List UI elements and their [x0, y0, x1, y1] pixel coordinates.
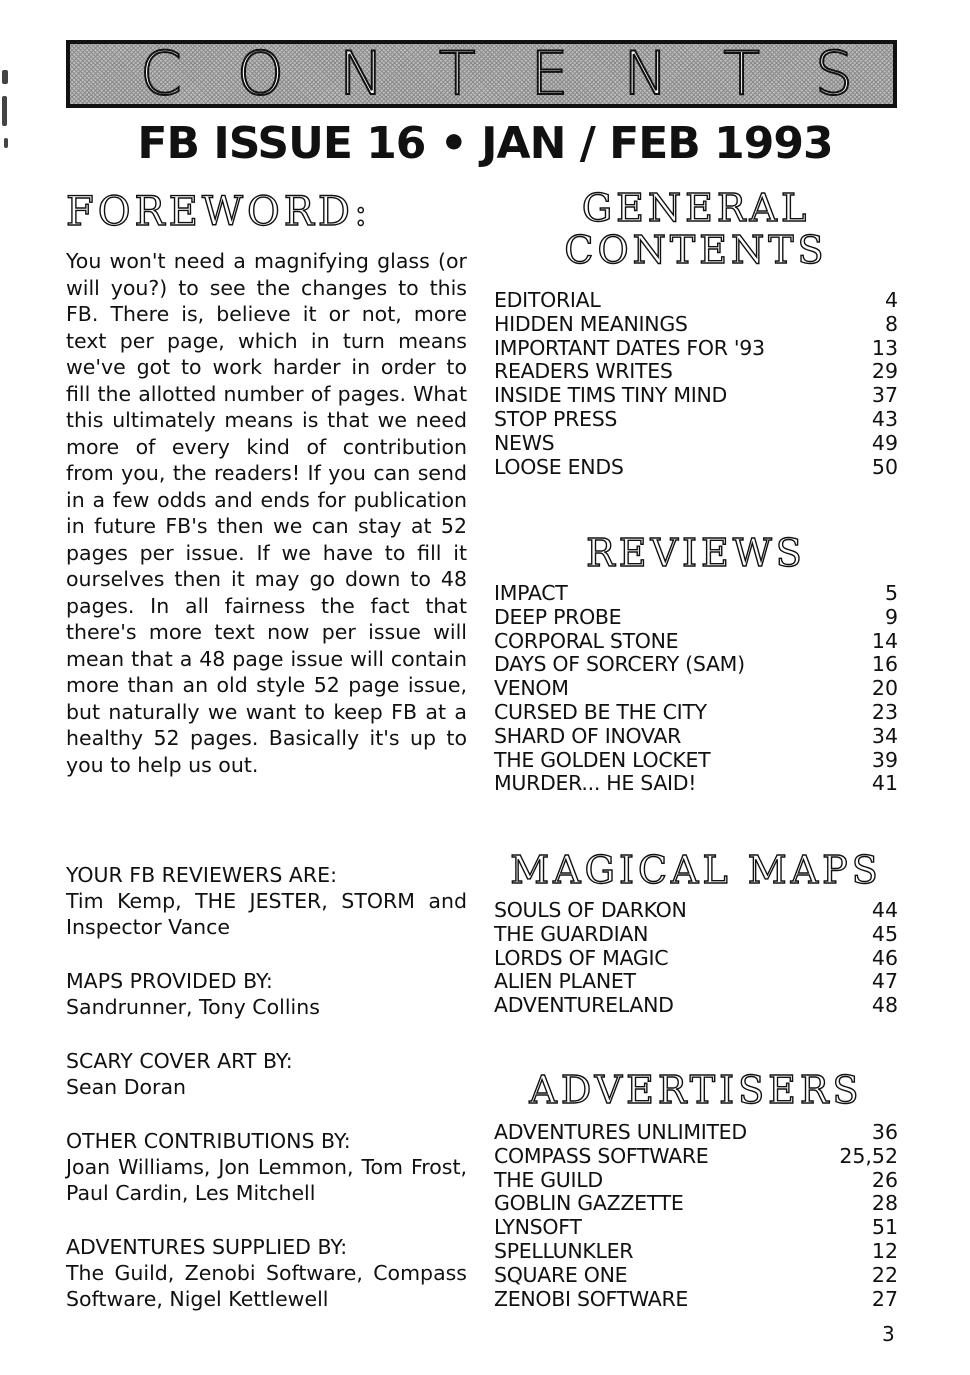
item-title: CORPORAL STONE [494, 628, 679, 653]
item-title: SOULS OF DARKON [494, 898, 687, 922]
maps-heading: MAGICAL MAPS [510, 848, 882, 892]
list-item [494, 384, 898, 408]
item-title: EDITORIAL [494, 288, 601, 312]
list-item [494, 725, 898, 749]
credits-block [66, 862, 467, 1340]
credit-label: OTHER CONTRIBUTIONS BY: [66, 1129, 351, 1153]
list-item [494, 1216, 898, 1240]
credit-label: ADVENTURES SUPPLIED BY: [66, 1235, 348, 1259]
list-item [494, 1192, 898, 1216]
item-title: SPELLUNKLER [494, 1238, 634, 1263]
credit-cover-art [66, 1048, 467, 1100]
banner-letter: N [339, 39, 384, 109]
banner-letter: C [140, 39, 182, 109]
item-page: 36 [871, 1120, 898, 1144]
list-item [494, 1169, 898, 1193]
item-page: 29 [871, 359, 898, 384]
item-title: ADVENTURES UNLIMITED [494, 1120, 747, 1144]
foreword-heading: FOREWORD: [66, 189, 372, 235]
general-heading-line1: GENERAL [581, 186, 811, 230]
item-title: MURDER... HE SAID! [494, 771, 697, 796]
item-page: 8 [884, 311, 898, 336]
list-item [494, 456, 898, 480]
credit-label: SCARY COVER ART BY: [66, 1049, 293, 1073]
foreword-text: You won't need a magnifying glass (or will you?) to see the changes to this FB. There is, believe it or not, more text per page, which in turn means we've got to work harder in order to fill the allotted number of pages. What this ultimately means is that we need more of every kind of contribution from you, the readers! If you can send in a few odds and ends for publication in future FB's then we can stay at 52 pages per issue. If we have to fill it ourselves then it may go down to 48 pages. In all fairness the fact that there's more text now per issue will mean that a 48 page issue will contain more than an old style 52 page issue, but naturally we want to keep FB at a healthy 52 pages. Basically it's up to you to help us out. [66, 249, 467, 777]
reviews-heading: REVIEWS [586, 531, 806, 575]
item-page: 51 [871, 1215, 898, 1240]
banner-letter: O [236, 39, 285, 109]
item-page: 20 [871, 676, 898, 701]
item-page: 41 [871, 771, 898, 796]
item-page: 14 [871, 628, 898, 653]
banner-letter: S [814, 39, 853, 109]
list-item [494, 970, 898, 994]
credit-value: Joan Williams, Jon Lemmon, Tom Frost, Paul Cardin, Les Mitchell [66, 1155, 467, 1205]
general-contents-section [494, 188, 898, 272]
item-title: IMPORTANT DATES FOR '93 [494, 335, 765, 360]
list-item [494, 337, 898, 361]
item-title: ALIEN PLANET [494, 969, 636, 994]
item-title: VENOM [494, 676, 569, 701]
item-page: 49 [871, 430, 898, 455]
item-title: ADVENTURELAND [494, 993, 674, 1018]
advertisers-list [494, 1121, 898, 1311]
list-item [494, 677, 898, 701]
item-title: THE GOLDEN LOCKET [494, 747, 711, 772]
item-title: ZENOBI SOFTWARE [494, 1286, 689, 1311]
item-page: 5 [884, 581, 898, 605]
banner-letter: E [530, 39, 569, 109]
credit-reviewers [66, 862, 467, 940]
item-page: 22 [871, 1262, 898, 1287]
item-title: THE GUARDIAN [494, 921, 649, 946]
banner-letter: T [438, 39, 476, 109]
item-page: 50 [871, 454, 898, 479]
list-item [494, 749, 898, 773]
credit-value: The Guild, Zenobi Software, Compass Software, Nigel Kettlewell [66, 1261, 467, 1311]
list-item [494, 1145, 898, 1169]
item-title: SHARD OF INOVAR [494, 723, 682, 748]
credit-label: MAPS PROVIDED BY: [66, 969, 273, 993]
credit-label: YOUR FB REVIEWERS ARE: [66, 863, 338, 887]
list-item [494, 994, 898, 1018]
item-page: 26 [871, 1167, 898, 1192]
item-page: 23 [871, 699, 898, 724]
item-title: COMPASS SOFTWARE [494, 1143, 709, 1168]
list-item [494, 360, 898, 384]
item-page: 39 [871, 747, 898, 772]
item-page: 16 [871, 652, 898, 677]
item-title: THE GUILD [494, 1167, 603, 1192]
item-title: READERS WRITES [494, 359, 673, 384]
item-page: 47 [871, 969, 898, 994]
credit-value: Sandrunner, Tony Collins [66, 995, 320, 1019]
item-page: 4 [884, 288, 898, 312]
contents-banner [66, 40, 897, 108]
item-page: 25,52 [839, 1143, 898, 1168]
banner-letter: N [623, 39, 669, 109]
credit-value: Sean Doran [66, 1075, 187, 1099]
item-title: GOBLIN GAZZETTE [494, 1191, 684, 1216]
item-title: IMPACT [494, 581, 568, 605]
scan-mark [2, 70, 8, 84]
item-page: 9 [884, 604, 898, 629]
list-item [494, 1264, 898, 1288]
list-item [494, 1288, 898, 1312]
list-item [494, 408, 898, 432]
item-title: HIDDEN MEANINGS [494, 311, 688, 336]
list-item [494, 947, 898, 971]
credit-maps [66, 968, 467, 1020]
list-item [494, 701, 898, 725]
item-page: 43 [871, 406, 898, 431]
advertisers-heading: ADVERTISERS [529, 1068, 863, 1112]
general-contents-list [494, 289, 898, 479]
list-item [494, 313, 898, 337]
item-page: 27 [871, 1286, 898, 1311]
issue-title: FB ISSUE 16 • JAN / FEB 1993 [137, 118, 833, 169]
list-item [494, 630, 898, 654]
item-title: LOOSE ENDS [494, 454, 624, 479]
banner-letter: T [723, 39, 760, 109]
reviews-list [494, 582, 898, 796]
item-page: 45 [871, 921, 898, 946]
page-number: 3 [882, 1322, 895, 1346]
list-item [494, 923, 898, 947]
item-page: 48 [871, 993, 898, 1018]
item-page: 46 [871, 945, 898, 970]
list-item [494, 772, 898, 796]
item-title: STOP PRESS [494, 406, 618, 431]
item-page: 37 [871, 383, 898, 408]
item-title: DAYS OF SORCERY (SAM) [494, 652, 745, 677]
list-item [494, 653, 898, 677]
list-item [494, 1121, 898, 1145]
general-heading-line2: CONTENTS [564, 227, 828, 272]
list-item [494, 289, 898, 313]
item-title: NEWS [494, 430, 555, 455]
item-title: LYNSOFT [494, 1215, 582, 1240]
item-title: SQUARE ONE [494, 1262, 628, 1287]
item-title: DEEP PROBE [494, 604, 622, 629]
list-item [494, 432, 898, 456]
credit-suppliers [66, 1234, 467, 1312]
credit-value: Tim Kemp, THE JESTER, STORM and Inspector Vance [66, 889, 467, 939]
maps-list [494, 899, 898, 1018]
item-title: CURSED BE THE CITY [494, 699, 707, 724]
list-item [494, 899, 898, 923]
item-page: 28 [871, 1191, 898, 1216]
list-item [494, 606, 898, 630]
item-page: 13 [871, 335, 898, 360]
item-page: 34 [871, 723, 898, 748]
credit-contributions [66, 1128, 467, 1206]
item-page: 12 [871, 1238, 898, 1263]
item-page: 44 [871, 898, 898, 922]
item-title: LORDS OF MAGIC [494, 945, 669, 970]
list-item [494, 582, 898, 606]
item-title: INSIDE TIMS TINY MIND [494, 383, 727, 408]
list-item [494, 1240, 898, 1264]
